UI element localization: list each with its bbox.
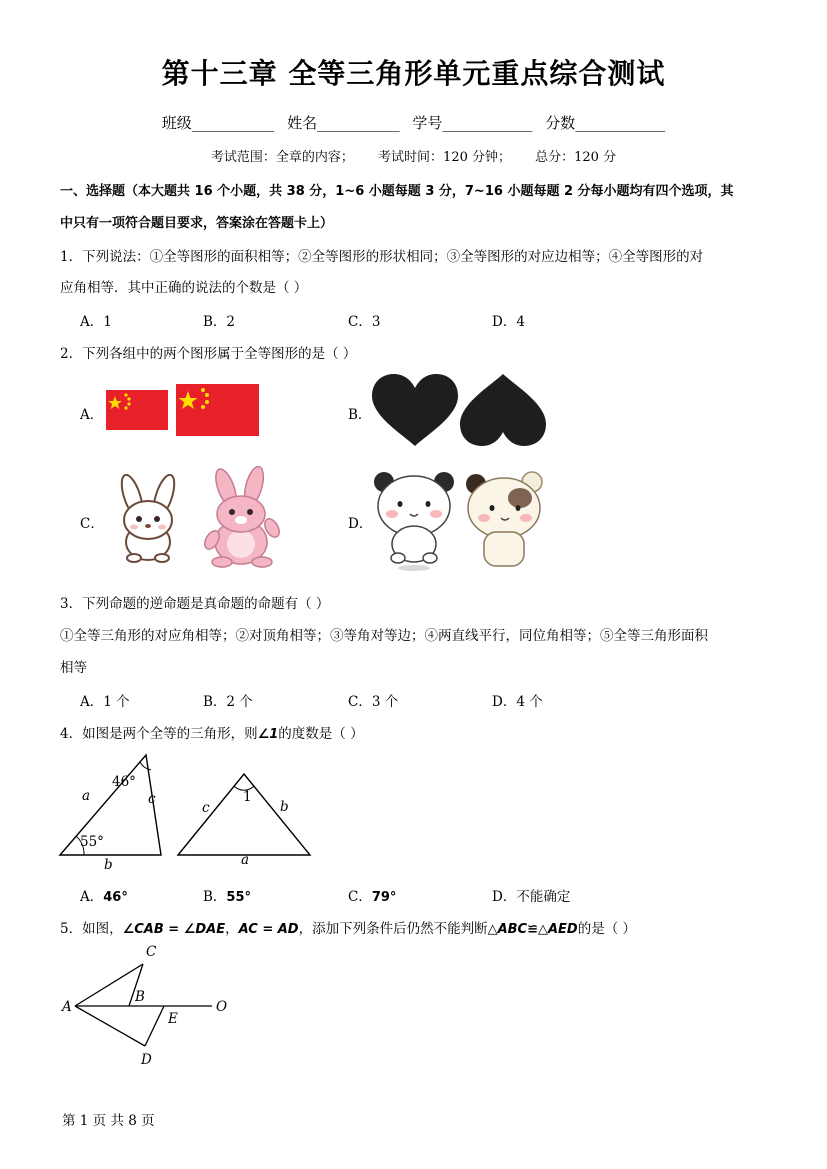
q5-point-e: E xyxy=(168,1011,178,1027)
q1-option-b[interactable]: B．2 xyxy=(203,314,236,330)
q3-option-c[interactable]: C．3 个 xyxy=(348,694,399,710)
q4-option-d[interactable] xyxy=(492,885,570,905)
pink-bunny-icon xyxy=(198,466,284,568)
q4-text xyxy=(60,722,364,742)
q4-right-side-a: a xyxy=(241,852,250,868)
q4-option-a-label: A． xyxy=(80,889,104,905)
q4-left-side-b: b xyxy=(104,857,113,873)
q5-geometry-figure xyxy=(60,950,230,1060)
q3-option-a[interactable]: A．1 个 xyxy=(80,694,130,710)
q4-left-side-a: a xyxy=(82,788,91,804)
q1-text-line1: 1．下列说法：①全等图形的面积相等；②全等图形的形状相同；③全等图形的对应边相等；④全等图形的对 xyxy=(60,249,704,265)
q3-text-line3: 相等 xyxy=(60,660,87,676)
q1-option-d[interactable]: D．4 xyxy=(492,314,525,330)
panda-cartoon-icon xyxy=(372,468,456,572)
student-id-field[interactable]: 学号____________ xyxy=(412,114,533,132)
page-footer: 第 1 页 共 8 页 xyxy=(62,1113,155,1129)
q5-text xyxy=(60,917,636,937)
q2-option-b[interactable]: B． xyxy=(348,407,372,423)
q2-text: 2．下列各组中的两个图形属于全等图形的是（ ） xyxy=(60,346,357,362)
q2-option-a[interactable]: A． xyxy=(80,407,104,423)
q3-option-d[interactable]: D．4 个 xyxy=(492,694,543,710)
q5-point-b: B xyxy=(135,989,145,1005)
q3-option-b[interactable]: B．2 个 xyxy=(203,694,253,710)
q5-point-a: A xyxy=(62,999,72,1015)
q4-option-c[interactable] xyxy=(348,885,396,905)
section-heading-line2: 中只有一项符合题目要求，答案涂在答题卡上） xyxy=(60,216,334,231)
q2-option-c[interactable]: C． xyxy=(80,516,104,532)
q4-option-b-label: B． xyxy=(203,889,227,905)
q4-option-b[interactable] xyxy=(203,885,251,905)
q4-text-before: 4．如图是两个全等的三角形，则 xyxy=(60,726,258,742)
large-china-flag-icon xyxy=(176,384,259,436)
q5-separator: ， xyxy=(225,921,239,937)
section-heading-line1: 一、选择题（本大题共 16 个小题，共 38 分，1~6 小题每题 3 分，7~16 小题每题 2 分每小题均有四个选项，其 xyxy=(60,184,734,199)
q3-text-line2: ①全等三角形的对应角相等；②对顶角相等；③等角对等边；④两直线平行，同位角相等；⑤全等三角形面积 xyxy=(60,628,708,644)
q4-right-triangle-figure xyxy=(176,772,312,858)
upright-heart-icon xyxy=(372,374,458,448)
q4-option-d-label: D．不能确定 xyxy=(492,889,571,905)
q5-congruence: △ABC≌△AED xyxy=(487,922,578,937)
q4-left-triangle-figure xyxy=(58,752,166,870)
name-field[interactable]: 姓名___________ xyxy=(287,114,400,132)
q3-text-line1: 3．下列命题的逆命题是真命题的命题有（ ） xyxy=(60,596,330,612)
q4-left-angle-bottom: 55° xyxy=(80,834,104,850)
q4-right-side-c: c xyxy=(202,800,210,816)
q1-option-c[interactable]: C．3 xyxy=(348,314,381,330)
inverted-heart-icon xyxy=(460,372,546,446)
q4-right-angle-1: 1 xyxy=(243,789,252,805)
sitting-bunny-icon xyxy=(108,472,188,562)
q5-point-c: C xyxy=(146,944,157,960)
q4-option-b-value: 55° xyxy=(226,890,252,905)
exam-total: 总分：120 分 xyxy=(535,150,617,165)
q5-condition-angle: ∠CAB = ∠DAE xyxy=(122,922,226,937)
q4-angle-symbol: ∠1 xyxy=(257,727,279,742)
small-china-flag-icon xyxy=(106,390,168,430)
q2-option-d[interactable]: D． xyxy=(348,516,373,532)
cream-panda-cartoon-icon xyxy=(462,468,546,568)
q4-left-angle-top: 46° xyxy=(112,774,136,790)
exam-scope-line xyxy=(0,146,827,165)
score-field[interactable]: 分数____________ xyxy=(545,114,666,132)
q1-text-line2: 应角相等．其中正确的说法的个数是（ ） xyxy=(60,280,308,296)
exam-time: 考试时间：120 分钟； xyxy=(378,150,511,165)
class-field[interactable]: 班级___________ xyxy=(161,114,275,132)
q4-option-c-label: C． xyxy=(348,889,372,905)
q4-option-a[interactable] xyxy=(80,885,128,905)
exam-range: 考试范围：全章的内容； xyxy=(210,150,354,165)
q4-right-side-b: b xyxy=(280,799,289,815)
q4-option-a-value: 46° xyxy=(103,890,128,905)
q5-point-d: D xyxy=(141,1052,152,1068)
q5-condition-side: AC = AD xyxy=(238,922,299,937)
q5-text-mid: ，添加下列条件后仍然不能判断 xyxy=(298,921,488,937)
student-info-line xyxy=(0,112,827,133)
q4-option-c-value: 79° xyxy=(371,890,397,905)
q4-left-side-c: c xyxy=(148,791,156,807)
q4-text-after: 的度数是（ ） xyxy=(278,726,364,742)
page-title: 第十三章 全等三角形单元重点综合测试 xyxy=(161,57,666,90)
q5-text-after: 的是（ ） xyxy=(577,921,637,937)
q5-text-before: 5．如图， xyxy=(60,921,123,937)
q5-point-o: O xyxy=(216,999,228,1015)
q1-option-a[interactable]: A．1 xyxy=(80,314,112,330)
